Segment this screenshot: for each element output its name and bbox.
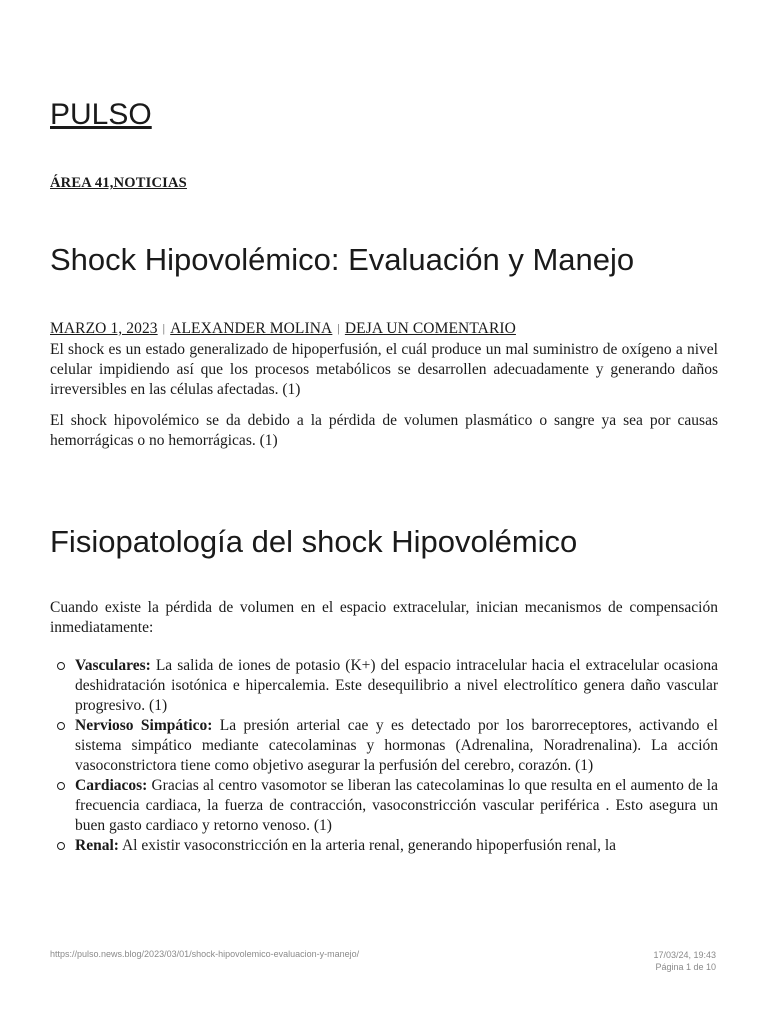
list-item [75, 716, 718, 776]
list-item-term: Vasculares: [75, 657, 151, 674]
circle-bullet-icon [57, 782, 65, 790]
site-title-link[interactable]: PULSO [50, 98, 152, 131]
post-paragraph: El shock hipovolémico se da debido a la pérdida de volumen plasmático o sangre ya sea por causas hemorrágicas o no hemorrágicas. (1) [50, 412, 718, 449]
print-footer-url: https://pulso.news.blog/2023/03/01/shock-hipovolemico-evaluacion-y-manejo/ [50, 949, 360, 959]
meta-separator: | [337, 321, 340, 335]
list-item-term: Cardiacos: [75, 777, 148, 794]
post-meta [50, 318, 516, 340]
section-heading: Fisiopatología del shock Hipovolémico [50, 524, 578, 559]
print-footer-datetime: 17/03/24, 19:43 [653, 950, 716, 960]
list-item-text: La salida de iones de potasio (K+) del espacio intracelular hacia el extracelular ocasiona deshidratación isotónica e hipercalemia. Este desequilibrio a nivel electrolítico genera daño vascular progresivo. (1) [75, 657, 718, 714]
list-item [75, 836, 718, 856]
list-item-text: Gracias al centro vasomotor se liberan las catecolaminas lo que resulta en el aumento de la frecuencia cardiaca, la fuerza de contracción, vasoconstricción vascular periférica . Esto asegura un buen gasto cardiaco y retorno venoso. (1) [75, 777, 718, 834]
list-item [75, 656, 718, 716]
post-title: Shock Hipovolémico: Evaluación y Manejo [50, 242, 635, 277]
list-item [75, 776, 718, 836]
circle-bullet-icon [57, 662, 65, 670]
section-body [50, 598, 718, 856]
print-footer-page: Página 1 de 10 [655, 962, 716, 972]
circle-bullet-icon [57, 722, 65, 730]
leave-comment-link[interactable]: DEJA UN COMENTARIO [344, 320, 516, 337]
list-item-term: Nervioso Simpático: [75, 717, 213, 734]
post-body [50, 340, 718, 462]
list-item-text: La presión arterial cae y es detectado por los barorreceptores, activando el sistema simpático mediante catecolaminas y hormonas (Adrenalina, Noradrenalina). La acción vasoconstrictora tiene como objetivo asegurar la perfusión del cerebro, corazón. (1) [75, 717, 718, 774]
list-item-text: Al existir vasoconstricción en la arteria renal, generando hipoperfusión renal, la [118, 837, 617, 854]
print-footer-info [653, 949, 716, 973]
meta-separator: | [162, 321, 166, 335]
post-paragraph: El shock es un estado generalizado de hipoperfusión, el cuál produce un mal suministro de oxígeno a nivel celular impidiendo así que los procesos metabólicos se desarrollen adecuadamente y generando daños irreversibles en las células afectadas. (1) [50, 341, 718, 398]
list-item-term: Renal: [75, 837, 119, 854]
post-categories-link[interactable]: ÁREA 41,NOTICIAS [50, 175, 187, 191]
mechanisms-list [50, 656, 718, 856]
post-date-link[interactable]: MARZO 1, 2023 [50, 320, 158, 337]
circle-bullet-icon [57, 842, 65, 850]
section-intro: Cuando existe la pérdida de volumen en el espacio extracelular, inician mecanismos de compensación inmediatamente: [50, 599, 718, 636]
post-author-link[interactable]: ALEXANDER MOLINA [170, 320, 333, 337]
